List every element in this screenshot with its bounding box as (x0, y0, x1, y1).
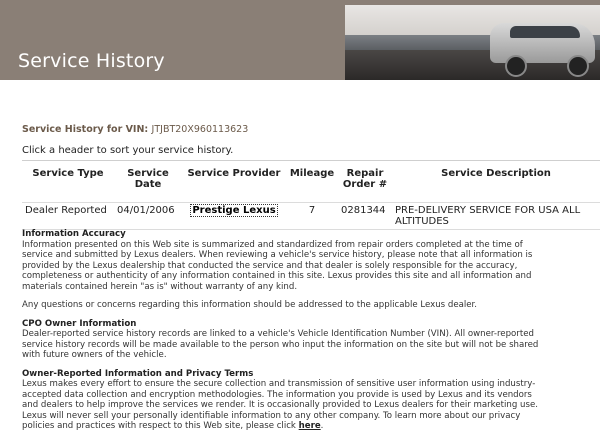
cell-service-provider (182, 203, 286, 230)
vin-line (22, 124, 248, 135)
header-service-description-label: Service Description (441, 168, 551, 179)
accuracy-title: Information Accuracy (22, 229, 126, 239)
header-repair-order-line2: Order # (342, 179, 388, 190)
suv-rear-wheel (567, 55, 589, 77)
header-repair-order[interactable] (338, 166, 392, 203)
header-service-provider-label: Service Provider (187, 168, 281, 179)
suv-front-wheel (505, 55, 527, 77)
divider (22, 160, 600, 161)
header-service-date-line1: Service (127, 168, 169, 179)
cell-mileage: 7 (286, 203, 338, 230)
vin-label: Service History for VIN: (22, 124, 149, 135)
cell-service-description: PRE-DELIVERY SERVICE FOR USA ALL ALTITUDES (392, 203, 600, 230)
header-service-description[interactable] (392, 166, 600, 203)
header-service-provider[interactable] (182, 166, 286, 203)
vin-value: JTJBT20X960113623 (151, 124, 249, 135)
cell-service-type: Dealer Reported (22, 203, 114, 230)
cpo-text: Dealer-reported service history records are linked to a vehicle's Vehicle Identification Number (VIN). All owner-reported service history records will be made available to the person who input the information on the site but will not be shared with future owners of the vehicle. (22, 329, 539, 360)
table-header-row (22, 166, 600, 203)
cell-repair-order: 0281344 (338, 203, 392, 230)
info-section (22, 229, 542, 440)
sort-hint: Click a header to sort your service history. (22, 145, 234, 156)
page-title: Service History (18, 50, 165, 72)
privacy-end: . (320, 421, 324, 431)
header-mileage-label: Mileage (289, 168, 335, 179)
privacy-paragraph (22, 379, 542, 432)
cell-service-date: 04/01/2006 (114, 203, 182, 230)
questions-text: Any questions or concerns regarding this information should be addressed to the applicable Lexus dealer. (22, 300, 478, 310)
table-row (22, 203, 600, 230)
suv-windows (510, 26, 580, 38)
privacy-text: Lexus makes every effort to ensure the secure collection and transmission of sensitive user information using industry-accepted data collection and encryption methodologies. The information you provide is used by Lexus and its vendors and dealers to help improve the services we render. It is occasionally provided to Lexus dealers for their marketing use. Lexus will never sell your personally identifiable information to any other company. To learn more about our privacy policies and practices with respect to this Web site, please click (22, 379, 538, 431)
header-banner (0, 0, 600, 80)
header-service-date[interactable] (114, 166, 182, 203)
header-service-date-line2: Date (134, 179, 162, 190)
service-provider-link[interactable]: Prestige Lexus (192, 205, 276, 216)
accuracy-text: Information presented on this Web site is summarized and standardized from repair orders completed at the time of service and submitted by Lexus dealers. When reviewing a vehicle's service history, please note that all information is provided by the Lexus dealership that conducted the service and that dealer is solely responsible for the accuracy, completeness or authenticity of any information contained in this site. Lexus provides this site and all information and materials contained herein "as is" without warranty of any kind. (22, 239, 533, 292)
cpo-title: CPO Owner Information (22, 318, 137, 329)
vehicle-photo (345, 5, 600, 80)
header-repair-order-line1: Repair (346, 168, 384, 179)
header-mileage[interactable] (286, 166, 338, 203)
header-service-type[interactable] (22, 166, 114, 203)
header-service-type-label: Service Type (32, 168, 104, 179)
privacy-here-link[interactable]: here (298, 421, 321, 431)
service-history-table (22, 166, 600, 230)
privacy-title: Owner-Reported Information and Privacy Terms (22, 368, 254, 379)
